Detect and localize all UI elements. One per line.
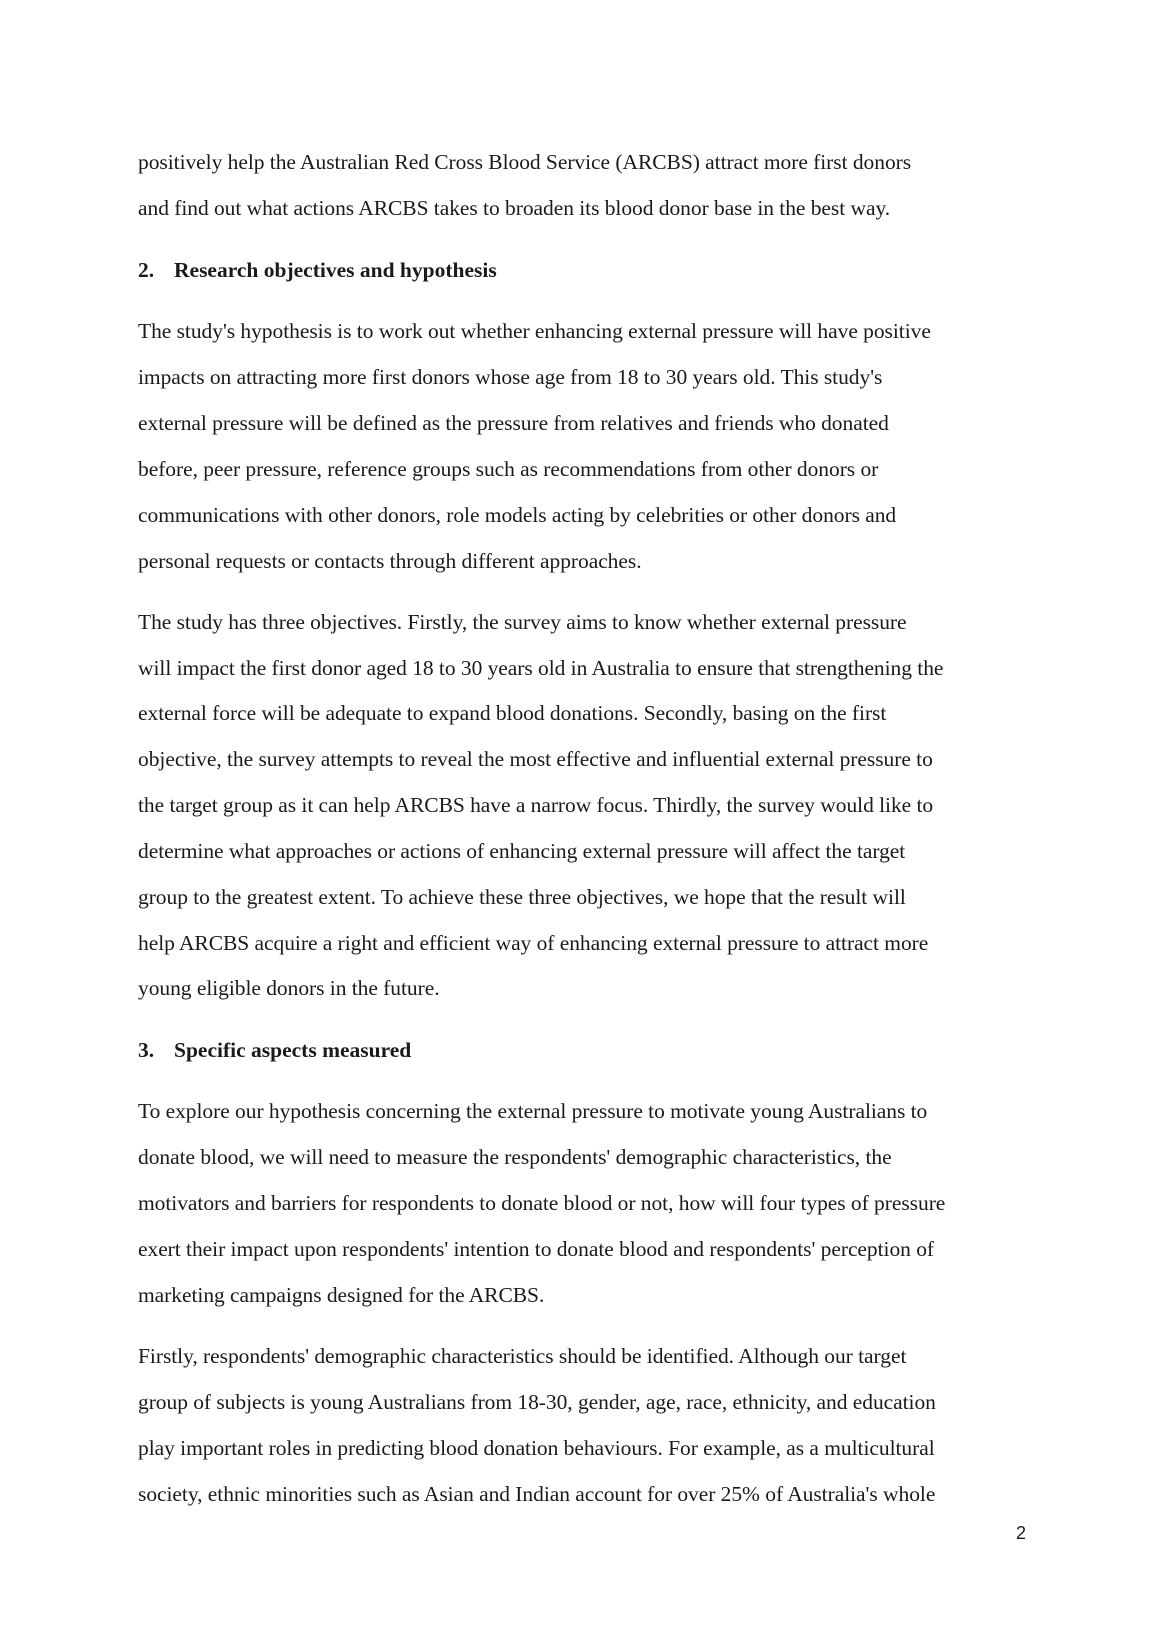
section-number: 3. [138,1038,155,1062]
section-heading-research-objectives [138,257,497,283]
text-line: donate blood, we will need to measure the respondents' demographic characteristics, the [138,1145,892,1169]
text-line: young eligible donors in the future. [138,976,440,1000]
text-line: external pressure will be defined as the pressure from relatives and friends who donated [138,411,889,435]
text-line: group to the greatest extent. To achieve these three objectives, we hope that the result will [138,885,906,909]
text-line: will impact the first donor aged 18 to 30 years old in Australia to ensure that strengthening the [138,656,944,680]
text-line: positively help the Australian Red Cross Blood Service (ARCBS) attract more first donors [138,150,912,174]
text-line: society, ethnic minorities such as Asian and Indian account for over 25% of Australia's whole [138,1482,936,1506]
section-number: 2. [138,258,155,282]
text-line: marketing campaigns designed for the ARCBS. [138,1283,545,1307]
text-line: play important roles in predicting blood donation behaviours. For example, as a multicultural [138,1436,935,1460]
text-line: motivators and barriers for respondents to donate blood or not, how will four types of pressure [138,1191,946,1215]
text-line: impacts on attracting more first donors whose age from 18 to 30 years old. This study's [138,365,883,389]
text-line: exert their impact upon respondents' intention to donate blood and respondents' perception of [138,1237,935,1261]
text-line: Firstly, respondents' demographic characteristics should be identified. Although our target [138,1344,907,1368]
text-line: external force will be adequate to expand blood donations. Secondly, basing on the first [138,701,887,725]
text-line: objective, the survey attempts to reveal the most effective and influential external pressure to [138,747,933,771]
text-line: group of subjects is young Australians from 18-30, gender, age, race, ethnicity, and education [138,1390,936,1414]
text-line: The study's hypothesis is to work out whether enhancing external pressure will have positive [138,319,931,343]
text-line: The study has three objectives. Firstly, the survey aims to know whether external pressure [138,610,907,634]
section-title: Specific aspects measured [174,1038,412,1062]
section-title: Research objectives and hypothesis [174,258,497,282]
text-line: personal requests or contacts through different approaches. [138,549,642,573]
text-line: help ARCBS acquire a right and efficient way of enhancing external pressure to attract more [138,931,929,955]
text-line: and find out what actions ARCBS takes to broaden its blood donor base in the best way. [138,196,891,220]
text-line: the target group as it can help ARCBS have a narrow focus. Thirdly, the survey would like to [138,793,934,817]
section-heading-specific-aspects [138,1037,411,1063]
page-number: 2 [1016,1523,1027,1543]
text-line: communications with other donors, role models acting by celebrities or other donors and [138,503,897,527]
text-line: To explore our hypothesis concerning the external pressure to motivate young Australians to [138,1099,928,1123]
text-line: before, peer pressure, reference groups such as recommendations from other donors or [138,457,879,481]
text-line: determine what approaches or actions of enhancing external pressure will affect the target [138,839,906,863]
